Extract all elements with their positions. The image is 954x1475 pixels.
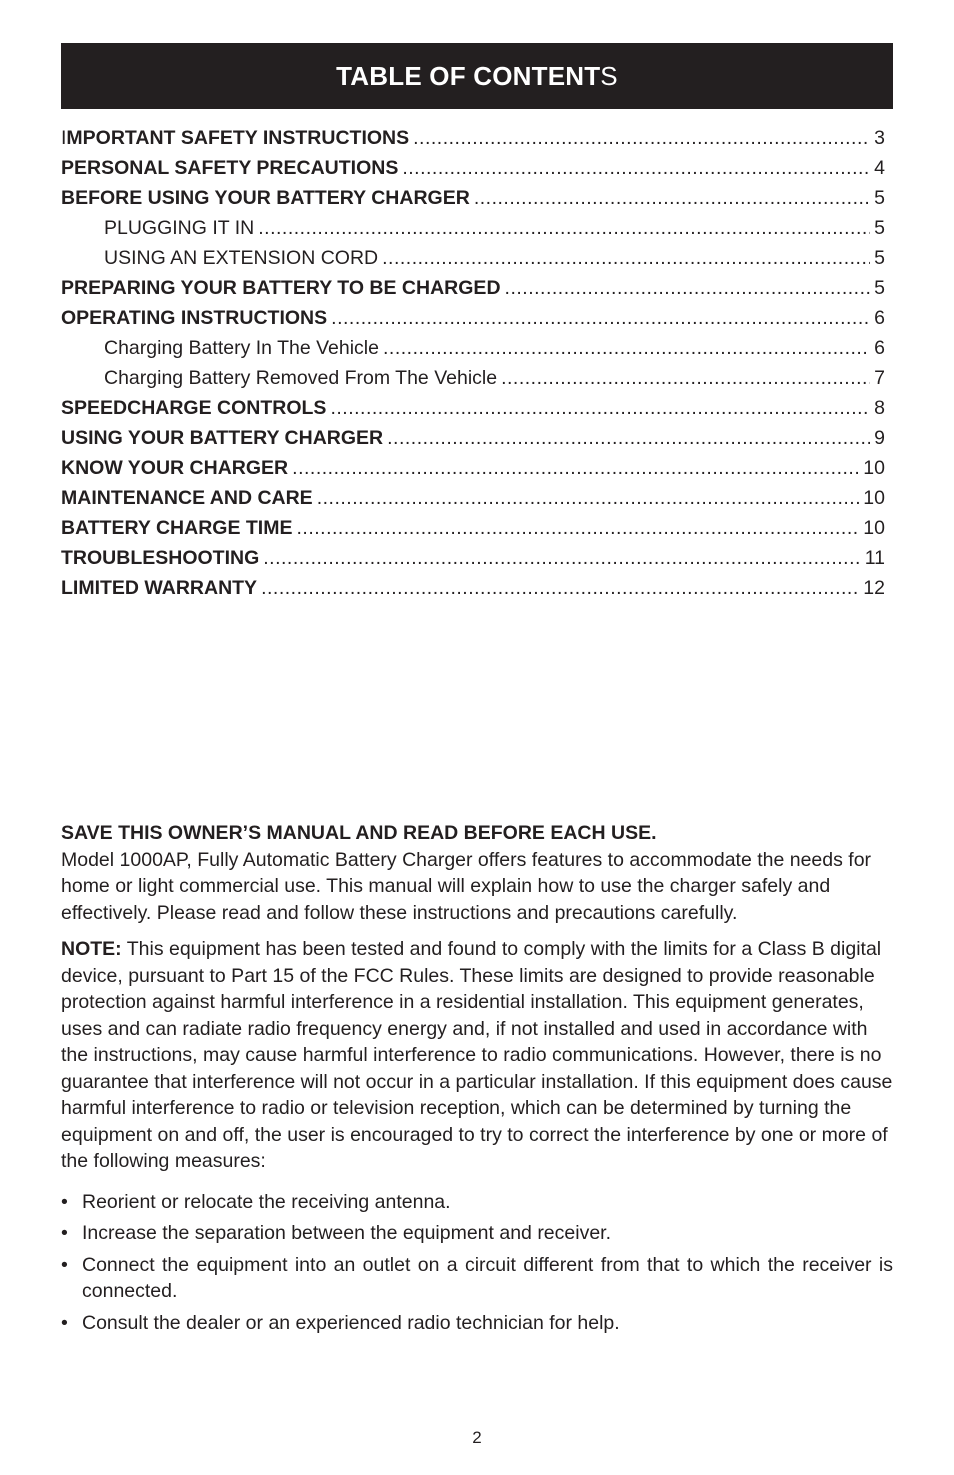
- toc-entry-label: BEFORE USING YOUR BATTERY CHARGER: [61, 187, 470, 209]
- list-item: [61, 1252, 893, 1305]
- toc-entry-page: 5: [874, 277, 885, 299]
- toc-entry-page: 10: [863, 517, 885, 539]
- toc-entry-page: 4: [874, 157, 885, 179]
- list-item: [61, 1310, 893, 1337]
- toc-leader-dots: [317, 487, 860, 510]
- toc-entry-label: USING AN EXTENSION CORD: [104, 247, 379, 269]
- toc-entry-page: 5: [874, 187, 885, 209]
- toc-entry-page: 10: [863, 457, 885, 479]
- toc-entry-limited-warranty[interactable]: [61, 577, 885, 607]
- toc-leader-dots: [330, 397, 870, 420]
- table-of-contents: [61, 127, 885, 607]
- toc-entry-page: 12: [863, 577, 885, 599]
- bullet-icon: •: [61, 1190, 68, 1213]
- toc-entry-label: PERSONAL SAFETY PRECAUTIONS: [61, 157, 399, 179]
- toc-entry-label: BATTERY CHARGE TIME: [61, 517, 293, 539]
- toc-entry-label: TROUBLESHOOTING: [61, 547, 260, 569]
- toc-entry-personal-safety[interactable]: [61, 157, 885, 187]
- toc-entry-maintenance-and-care[interactable]: [61, 487, 885, 517]
- toc-entry-page: 8: [874, 397, 885, 419]
- toc-entry-label: USING YOUR BATTERY CHARGER: [61, 427, 384, 449]
- toc-leader-dots: [383, 337, 870, 360]
- toc-entry-label: LIMITED WARRANTY: [61, 577, 258, 599]
- toc-entry-label: PREPARING YOUR BATTERY TO BE CHARGED: [61, 277, 501, 299]
- bullet-icon: •: [61, 1253, 68, 1276]
- toc-leader-dots: [413, 127, 870, 150]
- toc-entry-label: Charging Battery Removed From The Vehicle: [104, 367, 498, 389]
- list-item-text: Reorient or relocate the receiving antenna.: [82, 1190, 451, 1213]
- toc-entry-troubleshooting[interactable]: [61, 547, 885, 577]
- toc-entry-page: 10: [863, 487, 885, 509]
- toc-leader-dots: [258, 217, 870, 240]
- toc-leader-dots: [474, 187, 870, 210]
- toc-entry-label: OPERATING INSTRUCTIONS: [61, 307, 328, 329]
- model-description: Model 1000AP, Fully Automatic Battery Charger offers features to accommodate the needs for home or light commercial use. This manual will explain how to use the charger safely and effectively. Please read and follow these instructions and precautions carefully.: [61, 848, 872, 924]
- toc-entry-page: 5: [874, 247, 885, 269]
- note-text: This equipment has been tested and found to comply with the limits for a Class B digital device, pursuant to Part 15 of the FCC Rules. These limits are designed to provide reasonable protection against harmful interference in a residential installation. This equipment generates, uses and can radiate radio frequency energy and, if not installed and used in accordance with the instructions, may cause harmful interference to radio communications. However, there is no guarantee that interference will not occur in a particular installation. If this equipment does cause harmful interference to radio or television reception, which can be determined by turning the equipment on and off, the user is encouraged to try to correct the interference by one or more of the following measures:: [61, 938, 893, 1172]
- toc-leader-dots: [296, 517, 859, 540]
- toc-entry-operating-instructions[interactable]: [61, 307, 885, 337]
- toc-entry-page: 11: [864, 547, 885, 569]
- toc-entry-page: 6: [874, 337, 885, 359]
- toc-title-bar: [61, 43, 893, 109]
- list-item: [61, 1189, 893, 1216]
- toc-entry-charging-in-vehicle[interactable]: [61, 337, 885, 367]
- toc-entry-page: 3: [874, 127, 885, 149]
- toc-entry-important-safety[interactable]: [61, 127, 885, 157]
- list-item-text: Increase the separation between the equipment and receiver.: [82, 1222, 612, 1244]
- toc-entry-know-your-charger[interactable]: [61, 457, 885, 487]
- toc-entry-label: KNOW YOUR CHARGER: [61, 457, 289, 479]
- toc-entry-label: MAINTENANCE AND CARE: [61, 487, 313, 509]
- toc-entry-label: SPEEDCHARGE CONTROLS: [61, 397, 327, 419]
- toc-leader-dots: [261, 577, 859, 600]
- toc-entry-page: 5: [874, 217, 885, 239]
- measures-list: [61, 1189, 893, 1337]
- toc-entry-speedcharge-controls[interactable]: [61, 397, 885, 427]
- toc-entry-label-rest: MPORTANT SAFETY INSTRUCTIONS: [66, 127, 410, 149]
- toc-leader-dots: [387, 427, 870, 450]
- toc-leader-dots: [331, 307, 870, 330]
- toc-leader-dots: [402, 157, 870, 180]
- toc-leader-dots: [292, 457, 859, 480]
- toc-entry-extension-cord[interactable]: [61, 247, 885, 277]
- bullet-icon: •: [61, 1311, 68, 1334]
- list-item: [61, 1220, 893, 1247]
- toc-title-main: TABLE OF CONTENT: [336, 60, 601, 91]
- toc-leader-dots: [501, 367, 870, 390]
- toc-entry-page: 6: [874, 307, 885, 329]
- toc-leader-dots: [263, 547, 861, 570]
- page-number: 2: [472, 1428, 482, 1447]
- toc-entry-lead-letter: I: [61, 127, 67, 149]
- toc-entry-label: Charging Battery In The Vehicle: [104, 337, 379, 359]
- toc-entry-preparing-battery[interactable]: [61, 277, 885, 307]
- toc-entry-label: [61, 127, 409, 150]
- toc-entry-label: PLUGGING IT IN: [104, 217, 255, 239]
- list-item-text: Connect the equipment into an outlet on a circuit different from that to which the receiver is connected.: [82, 1253, 893, 1302]
- toc-title-tail: S: [600, 60, 618, 91]
- toc-leader-dots: [382, 247, 870, 270]
- toc-entry-battery-charge-time[interactable]: [61, 517, 885, 547]
- toc-entry-plugging-it-in[interactable]: [61, 217, 885, 247]
- toc-entry-charging-removed[interactable]: [61, 367, 885, 397]
- toc-entry-page: 9: [874, 427, 885, 449]
- toc-leader-dots: [505, 277, 871, 300]
- toc-entry-using-charger[interactable]: [61, 427, 885, 457]
- list-item-text: Consult the dealer or an experienced radio technician for help.: [82, 1311, 620, 1334]
- fcc-note-paragraph: [61, 936, 893, 1175]
- bullet-icon: •: [61, 1222, 68, 1244]
- note-label: NOTE:: [61, 938, 122, 960]
- intro-section: [61, 820, 893, 1341]
- toc-entry-before-using[interactable]: [61, 187, 885, 217]
- save-manual-heading: SAVE THIS OWNER’S MANUAL AND READ BEFORE EACH USE.: [61, 822, 657, 844]
- toc-entry-page: 7: [874, 367, 885, 389]
